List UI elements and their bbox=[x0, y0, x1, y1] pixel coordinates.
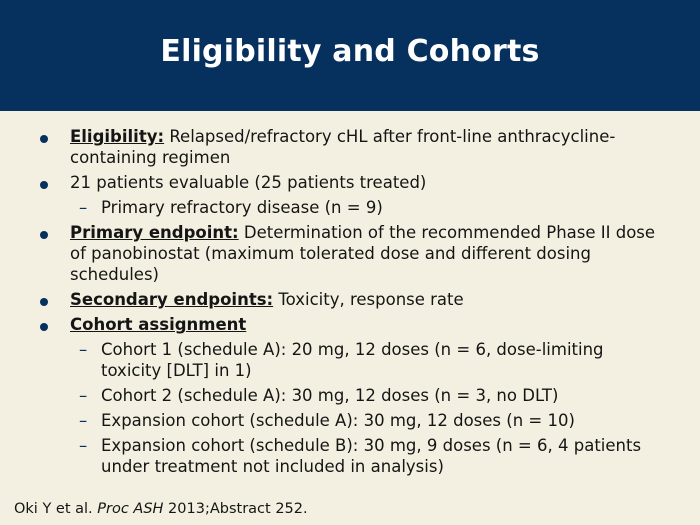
bullet-dot-icon bbox=[40, 323, 48, 331]
cohort-assignment-label: Cohort assignment bbox=[70, 315, 247, 334]
bullet-dot-icon bbox=[40, 231, 48, 239]
expansion-b-text: Expansion cohort (schedule B): 30 mg, 9 doses (n = 6, 4 patients under treatment not included in analysis) bbox=[101, 436, 642, 476]
bullet-primary-endpoint bbox=[0, 222, 700, 285]
bullet-cohort-assignment bbox=[0, 314, 700, 335]
sub-bullet-expansion-b bbox=[0, 435, 700, 477]
cohort-2-text: Cohort 2 (schedule A): 30 mg, 12 doses (n = 3, no DLT) bbox=[101, 386, 559, 405]
bullet-dot-icon bbox=[40, 181, 48, 189]
primary-refractory-text: Primary refractory disease (n = 9) bbox=[101, 198, 383, 217]
dash-icon: – bbox=[79, 198, 88, 217]
bullet-secondary-endpoints bbox=[0, 289, 700, 310]
eligibility-text: Relapsed/refractory cHL after front-line anthracycline-containing regimen bbox=[70, 127, 616, 167]
secondary-endpoints-label: Secondary endpoints: bbox=[70, 290, 274, 309]
sub-bullet-cohort-2 bbox=[0, 385, 700, 406]
bullet-eligibility bbox=[0, 126, 700, 168]
primary-endpoint-text: Determination of the recommended Phase II dose of panobinostat (maximum tolerated dose and different dosing schedules) bbox=[70, 223, 656, 284]
sub-bullet-cohort-1 bbox=[0, 339, 700, 381]
primary-endpoint-label: Primary endpoint: bbox=[70, 223, 239, 242]
dash-icon: – bbox=[79, 411, 88, 430]
sub-bullet-primary-refractory bbox=[0, 197, 700, 218]
patients-text: 21 patients evaluable (25 patients treated) bbox=[70, 173, 427, 192]
citation-journal: Proc ASH bbox=[97, 501, 164, 517]
citation bbox=[14, 500, 308, 518]
citation-authors: Oki Y et al. bbox=[14, 501, 98, 517]
bullet-patients bbox=[0, 172, 700, 193]
eligibility-label: Eligibility: bbox=[70, 127, 165, 146]
secondary-endpoints-text: Toxicity, response rate bbox=[273, 290, 464, 309]
bullet-dot-icon bbox=[40, 135, 48, 143]
bullet-dot-icon bbox=[40, 298, 48, 306]
expansion-a-text: Expansion cohort (schedule A): 30 mg, 12 doses (n = 10) bbox=[101, 411, 575, 430]
dash-icon: – bbox=[79, 386, 88, 405]
slide-content bbox=[0, 126, 700, 481]
dash-icon: – bbox=[79, 340, 88, 359]
slide-title: Eligibility and Cohorts bbox=[160, 34, 540, 69]
title-bar bbox=[0, 0, 700, 111]
cohort-1-text: Cohort 1 (schedule A): 20 mg, 12 doses (n = 6, dose-limiting toxicity [DLT] in 1) bbox=[101, 340, 604, 380]
dash-icon: – bbox=[79, 436, 88, 455]
citation-details: 2013;Abstract 252. bbox=[163, 501, 308, 517]
sub-bullet-expansion-a bbox=[0, 410, 700, 431]
